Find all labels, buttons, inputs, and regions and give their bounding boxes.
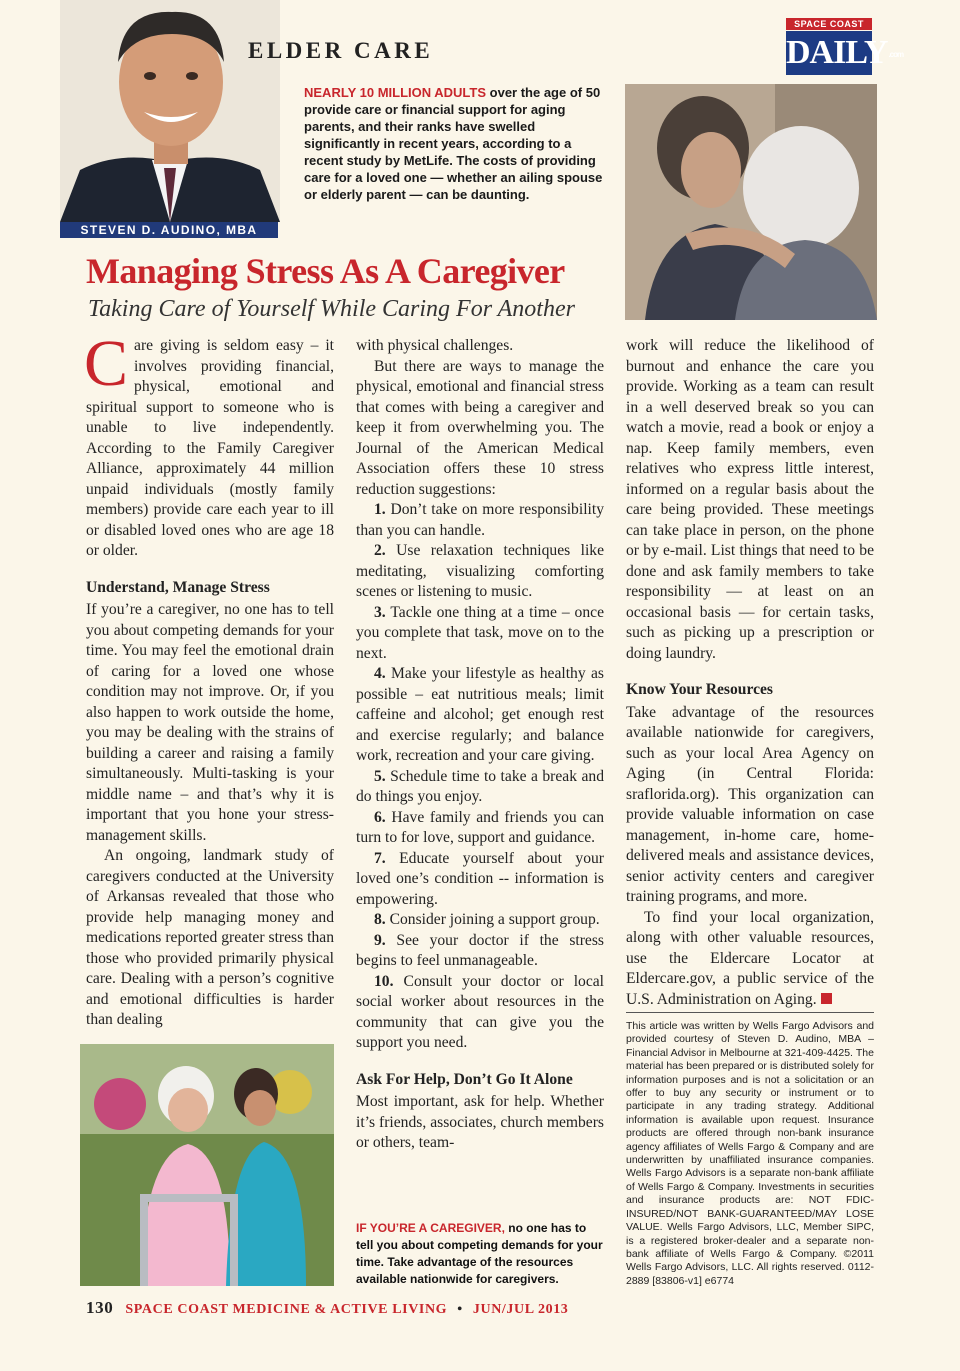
caption-text: no one has to tell you about competing demands for your time. Take advantage of the resources available nationwide for caregivers.	[356, 1221, 603, 1286]
issue-date: JUN/JUL 2013	[472, 1302, 569, 1317]
author-name: STEVEN D. AUDINO, MBA	[60, 222, 278, 238]
tip-text: Make your lifestyle as healthy as possible – eat nutritious meals; limit caffeine and alcohol; get enough rest and exercise regularly; and balance work, recreation and your care giving.	[356, 665, 604, 764]
tip-item	[356, 664, 604, 767]
tip-number: 9.	[374, 931, 386, 949]
publication-name: SPACE COAST MEDICINE & ACTIVE LIVING	[125, 1302, 448, 1317]
paragraph-text: To find your local organization, along with other valuable resources, use the Eldercare Locator at Eldercare.gov, a public service of the U.S. Administration on Aging.	[626, 908, 874, 1008]
publication-logo	[786, 18, 904, 76]
tip-item	[356, 849, 604, 911]
paragraph: But there are ways to manage the physical, emotional and financial stress that comes with being a caregiver and keep it from overwhelming you. The Journal of the American Medical Association offers these 10 stress reduction suggestions:	[356, 357, 604, 498]
tip-number: 3.	[374, 603, 386, 621]
logo-top-text: SPACE COAST	[786, 18, 872, 30]
tip-text: Use relaxation techniques like meditating, visualizing comforting scenes or listening to music.	[356, 542, 604, 600]
paragraph: Most important, ask for help. Whether it’s friends, associates, church members or others, team-	[356, 1093, 604, 1151]
intro-deck	[304, 84, 604, 203]
tip-item	[356, 972, 604, 1054]
intro-highlight: NEARLY 10 MILLION ADULTS	[304, 85, 487, 100]
tip-text: Tackle one thing at a time – once you complete that task, move on to the next.	[356, 603, 604, 662]
end-mark	[821, 993, 832, 1004]
paragraph: If you’re a caregiver, no one has to tell you about competing demands for your time. You may feel the emotional drain of caring for a loved one whose condition may not improve. Or, if you also happen to work outside the home, you may be dealing with the strains of building a career and raising a family simultaneously. Multi-tasking is your middle name – and that’s why it is important that you hone your stress-management skills.	[86, 601, 334, 844]
tip-text: See your doctor if the stress begins to feel unmanageable.	[356, 931, 604, 969]
tip-text: Have family and friends you can turn to for love, support and guidance.	[356, 808, 604, 846]
subheading-stress: Understand, Manage Stress	[86, 578, 270, 596]
page-number: 130	[86, 1298, 114, 1317]
tips-list	[356, 500, 604, 1054]
tip-item	[356, 767, 604, 808]
tip-number: 2.	[374, 542, 386, 559]
paragraph	[84, 327, 334, 562]
article-column-2	[356, 336, 604, 1154]
tip-number: 6.	[374, 808, 386, 826]
paragraph: work will reduce the likelihood of burnout and enhance the care you provide. Working as a team can result in a well deserved break so you can watch a movie, read a book or enjoy a nap. Keep family members, even relatives who express little interest, informed on a regular basis about the care being provided. These meetings can take place in person, on the phone or by e-mail. List things that need to be done and ask family members to take responsibility — at least on an occasional basis — for certain tasks, such as picking up a prescription or doing laundry.	[626, 337, 874, 662]
paragraph-text: are giving is seldom easy – it involves providing financial, physical, emotional and spiritual support to someone who is unable to live independently. According to the Family Caregiver Alliance, approximately 44 million unpaid individuals (mostly family members) provide care each year to ill or disabled loved ones who are age 18 or older.	[86, 337, 334, 559]
intro-text: over the age of 50 provide care or financial support for aging parents, and their ranks have swelled significantly in recent years, according to a recent study by MetLife. The costs of providing care for a loved one — whether an ailing spouse or elderly parent — can be daunting.	[304, 85, 603, 202]
tip-item	[356, 910, 604, 931]
tip-text: Educate yourself about your loved one’s condition -- information is empowering.	[356, 849, 604, 908]
tip-number: 5.	[374, 767, 386, 785]
tip-text: Consider joining a support group.	[385, 911, 600, 928]
tip-number: 4.	[374, 665, 386, 682]
article-column-3	[626, 336, 874, 1010]
paragraph: with physical challenges.	[356, 337, 514, 354]
article-column-1	[84, 327, 334, 1031]
paragraph	[626, 908, 874, 1011]
subheading-resources: Know Your Resources	[626, 681, 773, 698]
walker-photo	[80, 1044, 334, 1286]
caption-highlight: IF YOU’RE A CAREGIVER,	[356, 1221, 505, 1235]
footer-separator: •	[457, 1302, 463, 1317]
caregiver-hug-photo	[625, 84, 877, 320]
logo-main-text	[786, 31, 904, 75]
paragraph: Take advantage of the resources available nationwide for caregivers, such as your local Area Agency on Aging (in Central Florida: sraflorida.org). This organization can provide valuable information on case management, in-home care, home-delivered meals and assistance devices, senior activity centers and caregiver training programs, and more.	[626, 703, 874, 905]
tip-item	[356, 931, 604, 972]
page-footer	[86, 1298, 568, 1318]
paragraph: An ongoing, landmark study of caregivers conducted at the University of Arkansas revealed that those who provide help managing money and medications reported greater stress than those who provided primarily physical care. Dealing with a person’s cognitive and emotional difficulties is harder than dealing	[86, 847, 334, 1028]
logo-word: DAILY	[786, 34, 888, 71]
tip-item	[356, 603, 604, 665]
author-photo	[60, 0, 280, 222]
tip-text: Consult your doctor or local social worker about resources in the community that can give you the support you need.	[356, 972, 604, 1051]
disclaimer: This article was written by Wells Fargo Advisors and provided courtesy of Steven D. Audino, MBA – Financial Advisor in Melbourne at 321-409-4425. The material has been prepared or is distributed solely for information purposes and is not a solicitation or an offer to buy any security or instrument or to participate in any trading strategy. Additional information is available upon request. Insurance products are offered through non-bank insurance agency affiliates of Wells Fargo & Company and are underwritten by unaffiliated insurance companies. Wells Fargo Advisors is a separate non-bank affiliate of Wells Fargo & Company. Investments in securities and insurance products are: NOT FDIC-INSURED/NOT BANK-GUARANTEED/MAY LOSE VALUE. Wells Fargo Advisors, LLC, Member SIPC, is a registered broker-dealer and a separate non-bank affiliate of Wells Fargo & Company. ©2011 Wells Fargo Advisors, LLC. All rights reserved. 0112-2889 [83806-v1] e6774	[626, 1020, 874, 1287]
logo-suffix: .com	[888, 50, 904, 60]
article-subtitle: Taking Care of Yourself While Caring For Another	[88, 296, 575, 322]
tip-number: 7.	[374, 849, 386, 867]
tip-number: 1.	[374, 501, 386, 518]
section-title: ELDER CARE	[248, 38, 434, 63]
divider	[626, 1012, 874, 1013]
tip-number: 10.	[374, 972, 394, 990]
tip-number: 8.	[374, 911, 386, 928]
drop-cap: C	[84, 327, 129, 400]
tip-item	[356, 541, 604, 603]
article-title: Managing Stress As A Caregiver	[86, 251, 565, 291]
photo-caption	[356, 1220, 606, 1288]
tip-text: Don’t take on more responsibility than you can handle.	[356, 501, 604, 539]
tip-text: Schedule time to take a break and do things you enjoy.	[356, 767, 604, 805]
tip-item	[356, 808, 604, 849]
tip-item	[356, 500, 604, 541]
subheading-help: Ask For Help, Don’t Go It Alone	[356, 1070, 573, 1088]
